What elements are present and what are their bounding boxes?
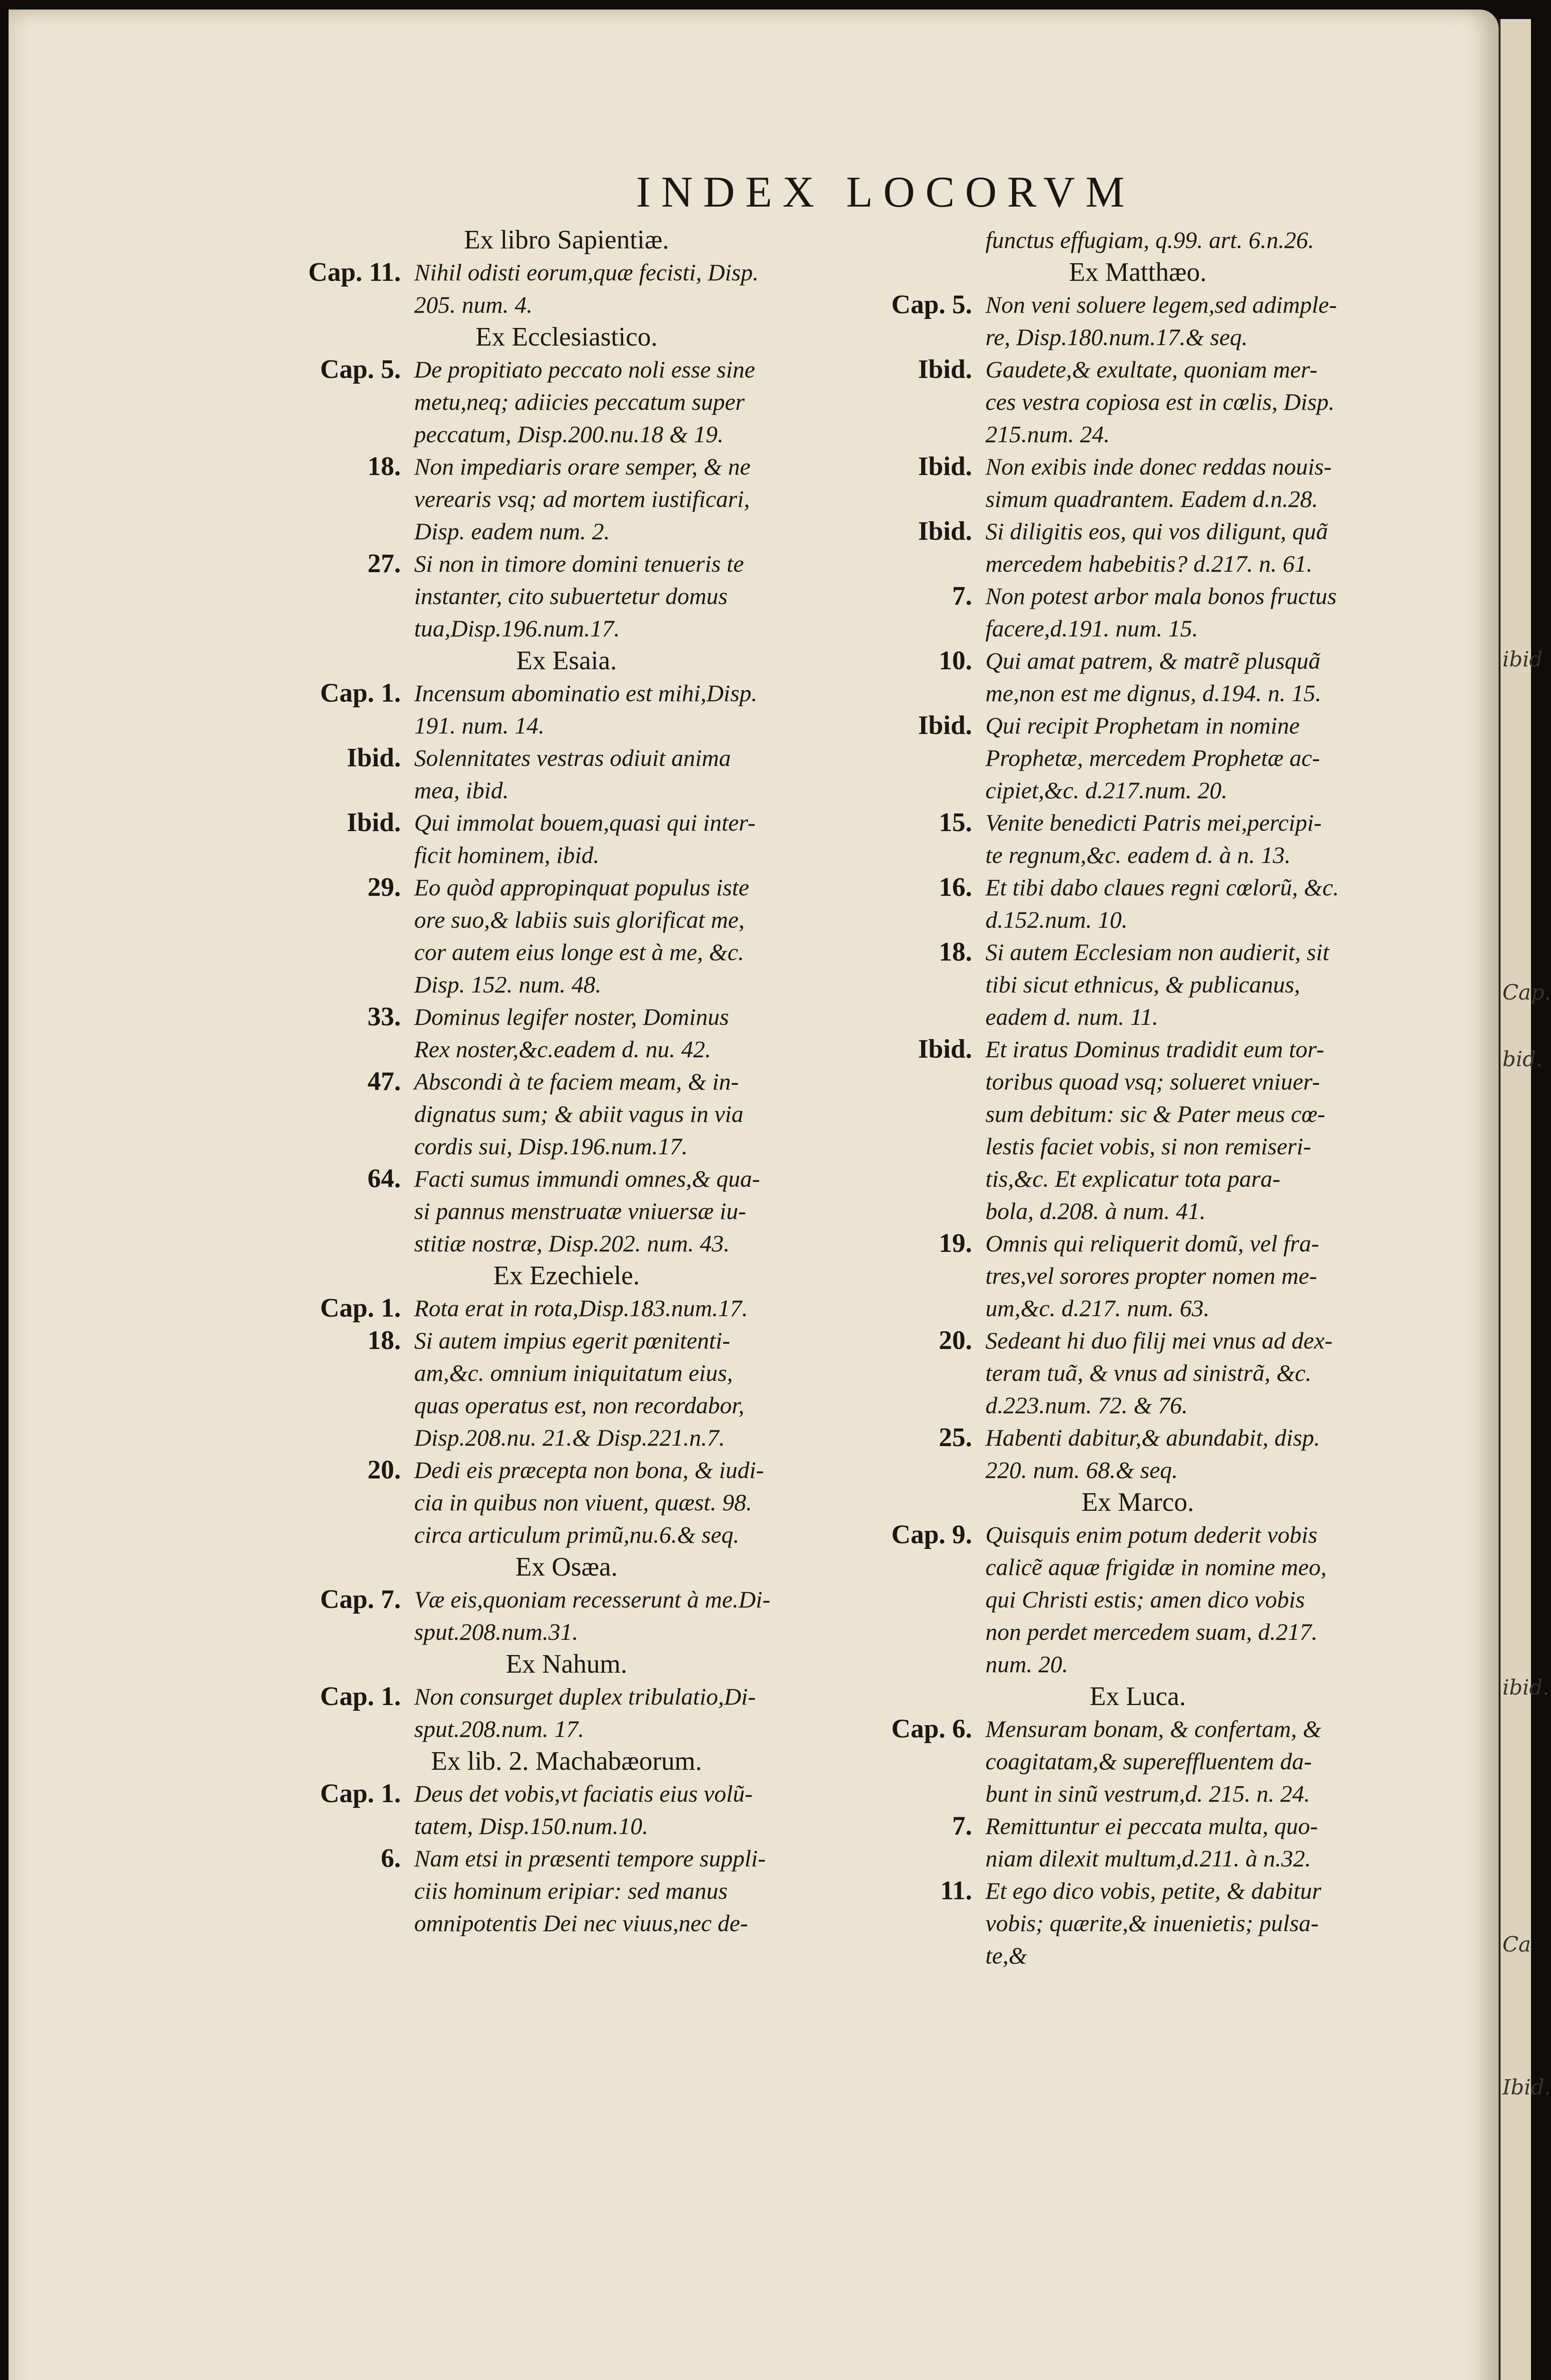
text-line: quas operatus est, non recordabor, xyxy=(414,1392,745,1418)
text-line: ore suo,& labiis suis glorificat me, xyxy=(414,906,745,933)
entry-text xyxy=(414,547,847,645)
index-entry xyxy=(286,1324,847,1454)
index-entry xyxy=(857,1518,1419,1680)
text-line: tibi sicut ethnicus, & publicanus, xyxy=(985,971,1301,998)
text-line: dignatus sum; & abiit vagus in via xyxy=(414,1101,744,1127)
entry-text xyxy=(414,742,847,806)
index-entry xyxy=(286,871,847,1001)
text-line: Qui amat patrem, & matrẽ plusquã xyxy=(985,647,1321,674)
text-line: ces vestra copiosa est in cœlis, Disp. xyxy=(985,388,1335,415)
text-line: Sedeant hi duo filij mei vnus ad dex- xyxy=(985,1327,1333,1354)
text-line: Mensuram bonam, & confertam, & xyxy=(985,1716,1322,1742)
text-line: toribus quoad vsq; solueret vniuer- xyxy=(985,1068,1320,1095)
text-line: bola, d.208. à num. 41. xyxy=(985,1198,1206,1224)
text-line: d.152.num. 10. xyxy=(985,906,1128,933)
text-line: non perdet mercedem suam, d.217. xyxy=(985,1618,1318,1645)
running-header: INDEX LOCORVM xyxy=(636,168,1135,216)
index-entry xyxy=(286,256,847,321)
text-line: ficit hominem, ibid. xyxy=(414,842,599,868)
chapter-reference: Cap. 11. xyxy=(308,258,401,287)
entry-text xyxy=(414,353,847,450)
text-line: Disp.208.nu. 21.& Disp.221.n.7. xyxy=(414,1424,725,1451)
fragment: ibid xyxy=(1502,647,1543,672)
section-heading: Ex Ecclesiastico. xyxy=(475,322,658,352)
text-line: tis,&c. Et explicatur tota para- xyxy=(985,1165,1281,1192)
chapter-reference: Cap. 9. xyxy=(891,1520,972,1549)
entry-text xyxy=(985,1810,1419,1874)
text-line: Rex noster,&c.eadem d. nu. 42. xyxy=(414,1036,711,1062)
text-line: Solennitates vestras odiuit anima xyxy=(414,744,731,771)
entry-text xyxy=(414,1680,847,1745)
entry-text xyxy=(414,871,847,1001)
text-line: cor autem eius longe est à me, &c. xyxy=(414,939,744,965)
text-line: num. 20. xyxy=(985,1651,1068,1677)
text-line: vobis; quærite,& inuenietis; pulsa- xyxy=(985,1910,1319,1936)
fragment: Ca xyxy=(1502,1933,1531,1957)
index-entry xyxy=(286,1065,847,1162)
chapter-reference: 19. xyxy=(939,1229,972,1258)
index-entry xyxy=(857,1810,1419,1874)
section-heading: Ex Ezechiele. xyxy=(493,1261,640,1290)
chapter-reference: Ibid. xyxy=(347,808,401,837)
text-line: Et ego dico vobis, petite, & dabitur xyxy=(985,1877,1322,1904)
index-entry xyxy=(286,1583,847,1648)
index-entry xyxy=(857,806,1419,871)
entry-text xyxy=(985,645,1419,709)
section-heading: Ex Osæa. xyxy=(515,1552,618,1582)
entry-text xyxy=(414,1162,847,1259)
chapter-reference: 7. xyxy=(952,581,972,611)
entry-text xyxy=(414,256,847,321)
text-line: Non exibis inde donec reddas nouis- xyxy=(985,453,1332,480)
entry-text xyxy=(985,1033,1419,1227)
entry-text xyxy=(985,1518,1419,1680)
chapter-reference: 6. xyxy=(381,1844,401,1873)
text-line: tres,vel sorores propter nomen me- xyxy=(985,1262,1317,1289)
index-entry xyxy=(286,1292,847,1324)
chapter-reference: 11. xyxy=(940,1876,972,1905)
entry-text xyxy=(985,871,1419,936)
fragment: Cap. xyxy=(1502,981,1551,1005)
text-line: cipiet,&c. d.217.num. 20. xyxy=(985,777,1228,803)
index-entry xyxy=(857,1421,1419,1486)
chapter-reference: 18. xyxy=(368,1326,401,1355)
text-line: Nihil odisti eorum,quæ fecisti, Disp. xyxy=(414,259,759,286)
section-heading: Ex Nahum. xyxy=(506,1649,627,1679)
text-line: lestis faciet vobis, si non remiseri- xyxy=(985,1133,1312,1160)
text-line: 205. num. 4. xyxy=(414,291,533,318)
section-heading: Ex lib. 2. Machabæorum. xyxy=(431,1746,702,1776)
text-line: sum debitum: sic & Pater meus cœ- xyxy=(985,1101,1325,1127)
index-entry xyxy=(857,515,1419,580)
entry-text xyxy=(414,450,847,547)
entry-text xyxy=(985,709,1419,806)
text-line: Non impediaris orare semper, & ne xyxy=(414,453,751,480)
index-entry xyxy=(857,580,1419,645)
text-line: Non consurget duplex tribulatio,Di- xyxy=(414,1683,756,1710)
chapter-reference: Cap. 7. xyxy=(320,1585,401,1614)
chapter-reference: 18. xyxy=(939,937,972,967)
entry-text xyxy=(414,1842,847,1939)
chapter-reference: Cap. 1. xyxy=(320,1682,401,1711)
index-entry xyxy=(857,1033,1419,1227)
text-line: Si diligitis eos, qui vos diligunt, quã xyxy=(985,518,1328,545)
index-entry xyxy=(857,871,1419,936)
text-line: cia in quibus non viuent, quæst. 98. xyxy=(414,1489,752,1516)
fragment: bid. xyxy=(1502,1047,1543,1071)
text-line: eadem d. num. 11. xyxy=(985,1003,1158,1030)
entry-text xyxy=(414,1001,847,1065)
entry-text xyxy=(414,1777,847,1842)
left-column xyxy=(286,224,847,1939)
chapter-reference: 18. xyxy=(368,452,401,481)
index-entry xyxy=(286,742,847,806)
text-line: omnipotentis Dei nec viuus,nec de- xyxy=(414,1910,748,1936)
text-line: niam dilexit multum,d.211. à n.32. xyxy=(985,1845,1311,1872)
text-line: circa articulum primũ,nu.6.& seq. xyxy=(414,1521,739,1548)
chapter-reference: 20. xyxy=(939,1326,972,1355)
text-line: functus effugiam, q.99. art. 6.n.26. xyxy=(985,227,1314,253)
text-line: Si autem impius egerit pœnitenti- xyxy=(414,1327,730,1354)
text-line: re, Disp.180.num.17.& seq. xyxy=(985,324,1248,350)
chapter-reference: 10. xyxy=(939,646,972,675)
index-entry xyxy=(857,224,1419,256)
text-line: ciis hominum eripiar: sed manus xyxy=(414,1877,728,1904)
text-line: Si autem Ecclesiam non audierit, sit xyxy=(985,939,1330,965)
chapter-reference: Cap. 1. xyxy=(320,1293,401,1323)
text-line: Rota erat in rota,Disp.183.num.17. xyxy=(414,1295,748,1321)
chapter-reference: 29. xyxy=(368,873,401,902)
chapter-reference: 15. xyxy=(939,808,972,837)
chapter-reference: Cap. 1. xyxy=(320,678,401,708)
index-entry xyxy=(286,1777,847,1842)
text-line: teram tuã, & vnus ad sinistrã, &c. xyxy=(985,1359,1312,1386)
text-line: De propitiato peccato noli esse sine xyxy=(414,356,756,383)
text-line: te regnum,&c. eadem d. à n. 13. xyxy=(985,842,1291,868)
chapter-reference: Cap. 1. xyxy=(320,1779,401,1808)
chapter-reference: 27. xyxy=(368,549,401,578)
text-line: te,& xyxy=(985,1942,1027,1969)
text-line: Venite benedicti Patris mei,percipi- xyxy=(985,809,1322,836)
entry-text xyxy=(414,1583,847,1648)
text-line: tatem, Disp.150.num.10. xyxy=(414,1813,648,1839)
text-line: cordis sui, Disp.196.num.17. xyxy=(414,1133,688,1160)
text-line: Væ eis,quoniam recesserunt à me.Di- xyxy=(414,1586,771,1613)
index-entry xyxy=(857,1874,1419,1972)
text-line: Remittuntur ei peccata multa, quo- xyxy=(985,1813,1318,1839)
text-line: Non veni soluere legem,sed adimple- xyxy=(985,291,1337,318)
text-line: peccatum, Disp.200.nu.18 & 19. xyxy=(414,421,724,447)
entry-text xyxy=(414,1324,847,1454)
index-entry xyxy=(857,450,1419,515)
chapter-reference: Cap. 5. xyxy=(891,290,972,319)
text-line: Gaudete,& exultate, quoniam mer- xyxy=(985,356,1318,383)
entry-text xyxy=(414,677,847,742)
index-entry xyxy=(857,936,1419,1033)
chapter-reference: Ibid. xyxy=(918,355,972,384)
chapter-reference: 20. xyxy=(368,1455,401,1485)
section-heading: Ex Esaia. xyxy=(516,646,617,675)
index-entry xyxy=(286,1162,847,1259)
entry-text xyxy=(985,450,1419,515)
index-entry xyxy=(286,806,847,871)
chapter-reference: Ibid. xyxy=(918,452,972,481)
fragment: Ibid. xyxy=(1502,2075,1551,2100)
entry-text xyxy=(985,1227,1419,1324)
text-line: Qui immolat bouem,quasi qui inter- xyxy=(414,809,756,836)
index-entry xyxy=(857,645,1419,709)
text-line: facere,d.191. num. 15. xyxy=(985,615,1198,642)
text-line: verearis vsq; ad mortem iustificari, xyxy=(414,486,750,512)
chapter-reference: 16. xyxy=(939,873,972,902)
chapter-reference: Ibid. xyxy=(918,516,972,546)
text-line: Incensum abominatio est mihi,Disp. xyxy=(414,680,757,706)
entry-text xyxy=(985,936,1419,1033)
adjacent-page-fragments xyxy=(1500,0,1551,2380)
text-line: qui Christi estis; amen dico vobis xyxy=(985,1586,1305,1613)
text-line: um,&c. d.217. num. 63. xyxy=(985,1295,1210,1321)
index-entry xyxy=(286,1842,847,1939)
entry-text xyxy=(985,580,1419,645)
index-entry xyxy=(286,1680,847,1745)
text-line: Quisquis enim potum dederit vobis xyxy=(985,1521,1318,1548)
index-entry xyxy=(286,1454,847,1551)
entry-text xyxy=(985,1421,1419,1486)
text-line: mercedem habebitis? d.217. n. 61. xyxy=(985,550,1312,577)
entry-text xyxy=(414,1454,847,1551)
chapter-reference: 47. xyxy=(368,1067,401,1096)
index-entry xyxy=(857,709,1419,806)
index-entry xyxy=(286,353,847,450)
index-entry xyxy=(857,1324,1419,1421)
text-line: Facti sumus immundi omnes,& qua- xyxy=(414,1165,760,1192)
text-line: coagitatam,& supereffluentem da- xyxy=(985,1748,1312,1775)
chapter-reference: Cap. 5. xyxy=(320,355,401,384)
text-line: Prophetæ, mercedem Prophetæ ac- xyxy=(985,744,1320,771)
entry-text xyxy=(985,515,1419,580)
text-line: simum quadrantem. Eadem d.n.28. xyxy=(985,486,1318,512)
index-entry xyxy=(286,677,847,742)
text-line: 215.num. 24. xyxy=(985,421,1110,447)
chapter-reference: Ibid. xyxy=(918,1034,972,1064)
entry-text xyxy=(414,1065,847,1162)
index-entry xyxy=(286,547,847,645)
text-line: Et iratus Dominus tradidit eum tor- xyxy=(985,1036,1324,1062)
text-line: calicẽ aquæ frigidæ in nomine meo, xyxy=(985,1554,1327,1580)
right-column xyxy=(857,224,1419,1972)
text-line: Non potest arbor mala bonos fructus xyxy=(985,583,1337,609)
text-line: bunt in sinũ vestrum,d. 215. n. 24. xyxy=(985,1780,1310,1807)
text-line: Si non in timore domini tenueris te xyxy=(414,550,744,577)
text-line: mea, ibid. xyxy=(414,777,509,803)
text-line: Qui recipit Prophetam in nomine xyxy=(985,712,1300,739)
entry-text xyxy=(985,1874,1419,1972)
chapter-reference: 7. xyxy=(952,1811,972,1841)
text-line: d.223.num. 72. & 76. xyxy=(985,1392,1188,1418)
entry-text xyxy=(985,353,1419,450)
chapter-reference: 25. xyxy=(939,1423,972,1452)
entry-text xyxy=(414,806,847,871)
text-line: Disp. 152. num. 48. xyxy=(414,971,602,998)
text-line: am,&c. omnium iniquitatum eius, xyxy=(414,1359,733,1386)
index-entry xyxy=(857,288,1419,353)
section-heading: Ex libro Sapientiæ. xyxy=(464,225,669,255)
index-entry xyxy=(857,1713,1419,1810)
chapter-reference: Ibid. xyxy=(918,711,972,740)
chapter-reference: Ibid. xyxy=(347,743,401,773)
entry-text xyxy=(985,806,1419,871)
entry-text xyxy=(414,1292,847,1324)
entry-text xyxy=(985,1713,1419,1810)
text-line: sput.208.num.31. xyxy=(414,1618,578,1645)
entry-text xyxy=(985,224,1419,256)
text-line: Eo quòd appropinquat populus iste xyxy=(414,874,749,901)
text-line: 191. num. 14. xyxy=(414,712,545,739)
chapter-reference: 64. xyxy=(368,1164,401,1193)
index-entry xyxy=(857,1227,1419,1324)
text-line: Nam etsi in præsenti tempore suppli- xyxy=(414,1845,766,1872)
text-line: instanter, cito subuertetur domus xyxy=(414,583,728,609)
entry-text xyxy=(985,288,1419,353)
text-line: Deus det vobis,vt faciatis eius volũ- xyxy=(414,1780,753,1807)
section-heading: Ex Marco. xyxy=(1081,1488,1194,1517)
text-line: 220. num. 68.& seq. xyxy=(985,1457,1178,1483)
text-line: Et tibi dabo claues regni cœlorũ, &c. xyxy=(985,874,1339,901)
fragment: ibid. xyxy=(1502,1676,1550,1700)
chapter-reference: 33. xyxy=(368,1002,401,1031)
text-line: metu,neq; adiicies peccatum super xyxy=(414,388,745,415)
text-line: tua,Disp.196.num.17. xyxy=(414,615,620,642)
index-entry xyxy=(286,450,847,547)
text-line: sput.208.num. 17. xyxy=(414,1716,584,1742)
text-line: Omnis qui reliquerit domũ, vel fra- xyxy=(985,1230,1319,1257)
text-line: Abscondi à te faciem meam, & in- xyxy=(414,1068,739,1095)
text-line: Habenti dabitur,& abundabit, disp. xyxy=(985,1424,1320,1451)
text-line: me,non est me dignus, d.194. n. 15. xyxy=(985,680,1322,706)
text-line: si pannus menstruatæ vniuersæ iu- xyxy=(414,1198,746,1224)
index-entry xyxy=(857,353,1419,450)
section-heading: Ex Luca. xyxy=(1089,1682,1186,1711)
section-heading: Ex Matthæo. xyxy=(1069,258,1207,287)
index-entry xyxy=(286,1001,847,1065)
text-line: stitiæ nostræ, Disp.202. num. 43. xyxy=(414,1230,730,1257)
entry-text xyxy=(985,1324,1419,1421)
text-line: Disp. eadem num. 2. xyxy=(414,518,610,545)
text-line: Dedi eis præcepta non bona, & iudi- xyxy=(414,1457,764,1483)
text-line: Dominus legifer noster, Dominus xyxy=(414,1003,729,1030)
chapter-reference: Cap. 6. xyxy=(891,1714,972,1744)
